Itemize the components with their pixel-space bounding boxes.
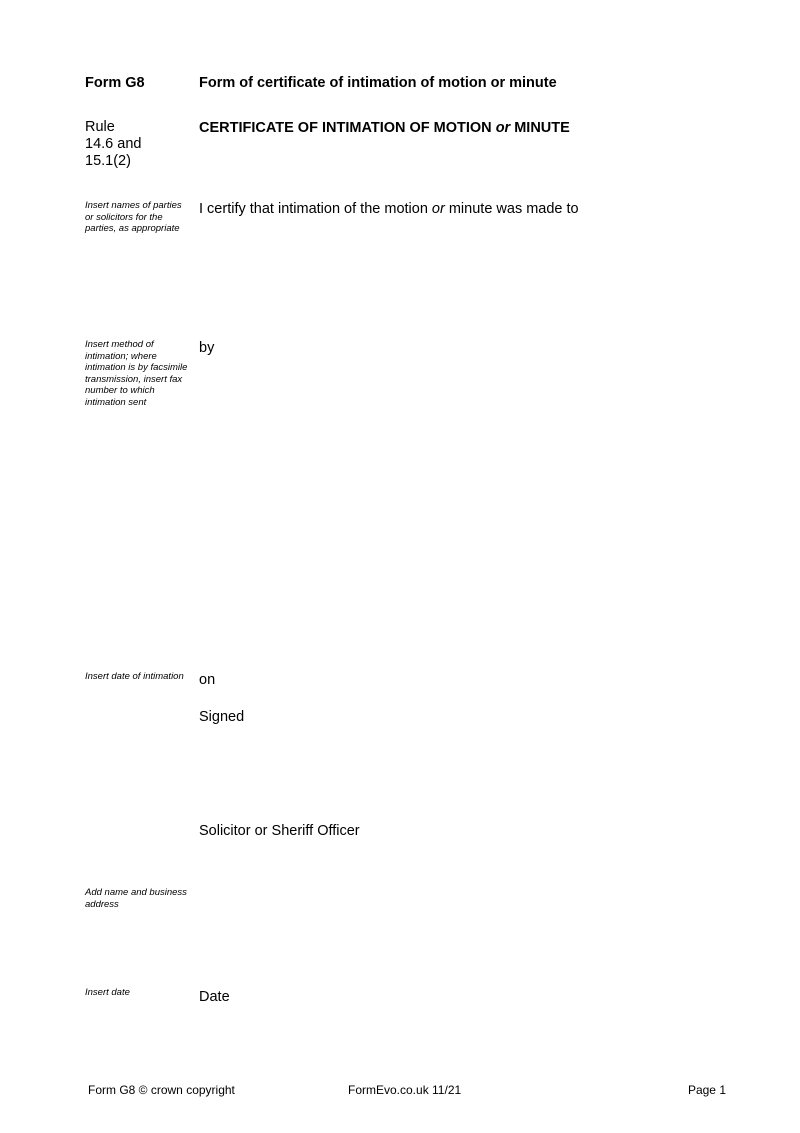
certificate-title-part-1: CERTIFICATE OF INTIMATION OF MOTION bbox=[199, 120, 496, 136]
certificate-title-part-2: MINUTE bbox=[510, 120, 570, 136]
certificate-title-italic: or bbox=[495, 120, 511, 136]
rule-number-line-2: 15.1(2) bbox=[85, 153, 131, 169]
intimation-text-part-1: I certify that intimation of the motion bbox=[199, 201, 432, 217]
address-note: Add name and business address bbox=[85, 887, 187, 910]
date-note: Insert date bbox=[85, 987, 130, 998]
intimation-text-part-2: minute was made to bbox=[444, 201, 579, 217]
signer-role: Solicitor or Sheriff Officer bbox=[199, 823, 360, 839]
rule-label: Rule bbox=[85, 119, 115, 135]
form-id: Form G8 bbox=[85, 75, 145, 91]
intimation-date-label: on bbox=[199, 672, 216, 688]
intimation-statement bbox=[199, 200, 579, 218]
intimation-date-note: Insert date of intimation bbox=[85, 671, 184, 682]
footer-source: FormEvo.co.uk 11/21 bbox=[348, 1083, 462, 1097]
rule-reference bbox=[85, 119, 141, 170]
rule-number-line-1: 14.6 and bbox=[85, 136, 142, 152]
certificate-title bbox=[199, 119, 570, 137]
footer-page-number: Page 1 bbox=[687, 1083, 726, 1097]
footer-copyright: Form G8 © crown copyright bbox=[88, 1083, 235, 1097]
date-label: Date bbox=[199, 989, 230, 1005]
method-note: Insert method of intimation; where intimation is by facsimile transmission, insert fax number to which intimation sent bbox=[85, 339, 188, 408]
intimation-text-italic: or bbox=[431, 201, 445, 217]
form-description: Form of certificate of intimation of motion or minute bbox=[199, 75, 557, 91]
method-label: by bbox=[199, 340, 215, 356]
signed-label: Signed bbox=[199, 709, 245, 725]
intimation-parties-note: Insert names of parties or solicitors for the parties, as appropriate bbox=[85, 200, 182, 234]
